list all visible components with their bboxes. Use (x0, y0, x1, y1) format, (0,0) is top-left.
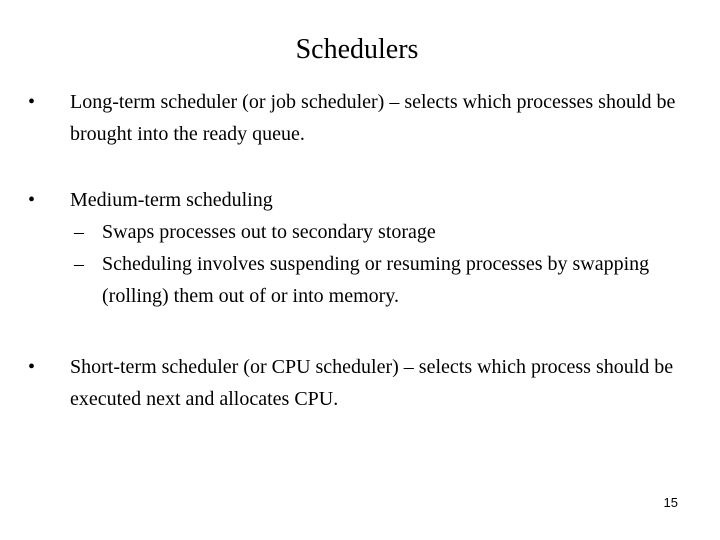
bullet-mark: • (28, 356, 36, 378)
sub-bullet-text: Swaps processes out to secondary storage (102, 221, 436, 243)
bullet-text: Short-term scheduler (or CPU scheduler) – selects which process should be executed next and allocates CPU. (70, 356, 674, 410)
slide-title: Schedulers (295, 34, 419, 65)
sub-bullet-item (0, 216, 720, 248)
bullet-text: Long-term scheduler (or job scheduler) – selects which processes should be brought into the ready queue. (70, 91, 676, 145)
sub-bullet-text: Scheduling involves suspending or resuming processes by swapping (rolling) them out of or into memory. (102, 253, 650, 307)
bullet-mark: • (28, 91, 36, 113)
sub-bullet-mark: – (74, 221, 84, 243)
bullet-item (0, 351, 720, 415)
page-number: 15 (663, 495, 678, 510)
sub-bullet-mark: – (74, 253, 84, 275)
sub-bullet-item (0, 248, 720, 312)
bullet-item (0, 86, 720, 150)
bullet-long-term (0, 86, 720, 150)
bullet-short-term (0, 351, 720, 415)
bullet-medium-term (0, 184, 720, 312)
bullet-item (0, 184, 720, 216)
bullet-mark: • (28, 189, 36, 211)
bullet-text: Medium-term scheduling (70, 189, 273, 211)
